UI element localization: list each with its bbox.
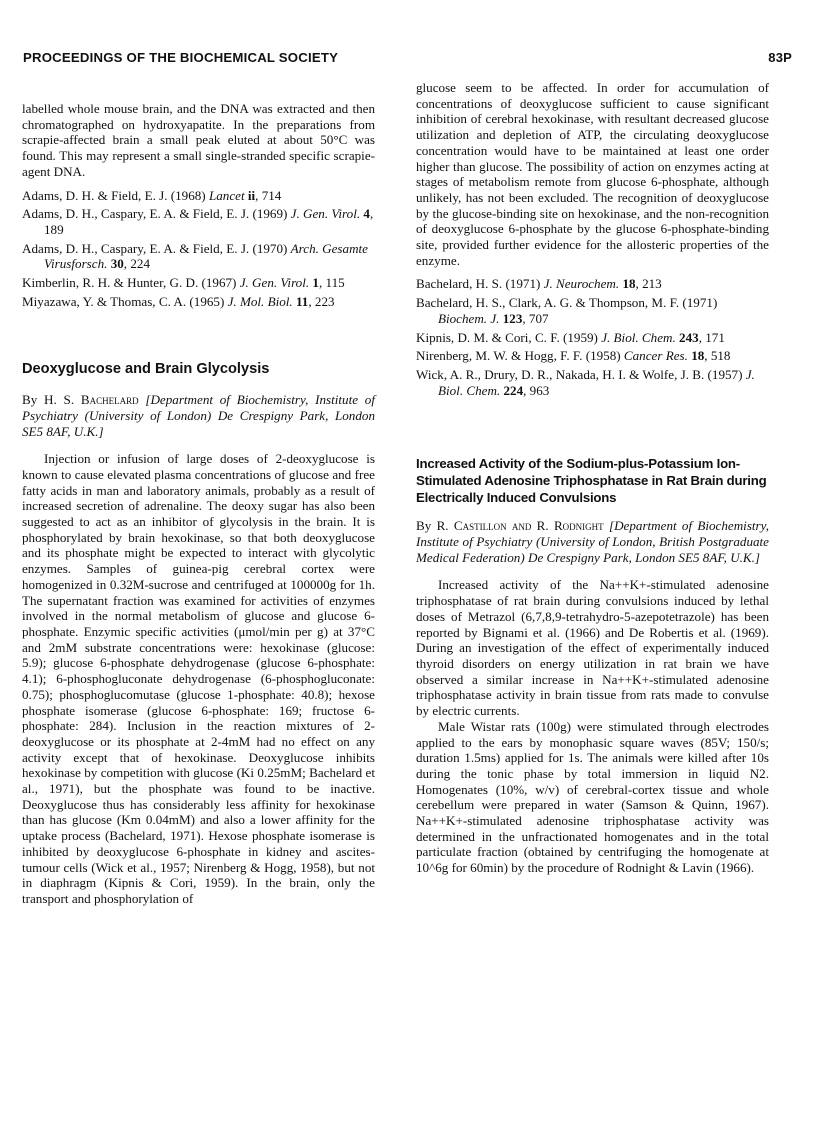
reference-item: Kipnis, D. M. & Cori, C. F. (1959) J. Biol. Chem. 243, 171 bbox=[416, 329, 725, 345]
page-number: 83P bbox=[768, 50, 792, 65]
affiliation: [Department of Biochemistry, Institute of Psychiatry (University of London) De Crespigny Park, London SE5 8AF, U.K.] bbox=[22, 392, 375, 439]
body-paragraph: Injection or infusion of large doses of 2-deoxyglucose is known to cause elevated plasma concentrations of glucose and free fatty acids in man and laboratory animals, probably as a result of increased secretion of adrenaline. The deoxy sugar has also been suggested to act as an inhibitor of glycolysis in the brain. It is phosphorylated by brain hexokinase, so that both deoxyglucose and its phosphate might be expected to interact with glycolytic enzymes. Samples of guinea-pig cerebral cortex were homogenized in 0.32M-sucrose and centrifuged at 100000g for 1h. The supernatant fraction was examined for activities of enzymes involved in the normal metabolism of glucose and glucose 6-phosphate. Enzymic specific activities (μmol/min per g) at 37°C and 2mM substrate concentrations were: hexokinase (glucose: 5.9); glucose 6-phosphate dehydrogenase (glucose 6-phosphate: 4.1); 6-phosphogluconate dehydrogenase (6-phosphogluconate: 0.75); phosphoglucomutase (glucose 1-phosphate: 40.8); hexose phosphate isomerase (glucose 6-phosphate: 169; fructose 6-phosphate: 284). Inclusion in the reaction mixtures of 2-deoxyglucose or its phosphate at 2-4mM had no effect on any activity except that of hexokinase. Deoxyglucose inhibits hexokinase by competition with glucose (Ki 0.25mM; Bachelard et al., 1971), but the phosphate was found to be inactive. Deoxyglucose thus has considerably less affinity for hexokinase than has glucose (Km 0.04mM) and also a lower affinity for the uptake process (Bachelard, 1971). Hexose phosphate isomerase is inhibited by deoxyglucose 6-phosphate in kidney and ascites-tumour cells (Wick et al., 1957; Nirenberg & Hogg, 1958), but not in diaphragm (Kipnis & Cori, 1959). In the brain, only the transport and phosphorylation of bbox=[22, 451, 375, 906]
byline: By R. Castillon and R. Rodnight [Department of Biochemistry, Institute of Psychiatry (University of London, British Postgraduate Medical Federation) De Crespigny Park, London SE5 8AF, U.K.] bbox=[416, 518, 770, 565]
author-names: R. Castillon and R. Rodnight bbox=[436, 518, 604, 534]
body-paragraph: Increased activity of the Na++K+-stimulated adenosine triphosphatase of rat brain during convulsions induced by lethal doses of Metrazol (6,7,8,9-tetrahydro-5-azepotetrazole) has been reported by Bignami et al. (1966) and De Robertis et al. (1969). During an investigation of the effect of experimentally induced thyroid disorders on energy utilization in rat brain we have observed a similar increase in Na++K+-stimulated adenosine triphosphatase activity in brain tissue from rats made to convulse by electric currents. bbox=[416, 577, 769, 719]
reference-item: Miyazawa, Y. & Thomas, C. A. (1965) J. Mol. Biol. 11, 223 bbox=[22, 293, 335, 309]
affiliation: [Department of Biochemistry, Institute of Psychiatry (University of London, British Postgraduate Medical Federation) De Crespigny Park, London SE5 8AF, U.K.] bbox=[416, 518, 770, 565]
continued-paragraph: glucose seem to be affected. In order for accumulation of concentrations of deoxyglucose sufficient to cause significant inhibition of cerebral hexokinase, with resultant decreased glucose utilization and depletion of ATP, the circulating deoxyglucose concentration would have to be maintained at least one order higher than glucose. The possibility of action on enzymes acting at stages of metabolism remote from glucose 6-phosphate, although unlikely, has not been excluded. The recognition of deoxyglucose by the glucose-binding site on hexokinase, and the non-recognition of deoxyglucose 6-phosphate by the glucose 6-phosphate-binding site, provided further evidence for the allosteric properties of the enzyme. bbox=[416, 80, 769, 268]
reference-list bbox=[416, 276, 769, 398]
article-title: Deoxyglucose and Brain Glycolysis bbox=[22, 361, 270, 378]
reference-item: Nirenberg, M. W. & Hogg, F. F. (1958) Cancer Res. 18, 518 bbox=[416, 348, 731, 364]
reference-item: Adams, D. H., Caspary, E. A. & Field, E. J. (1970) Arch. Gesamte Virusforsch. 30, 224 bbox=[22, 240, 368, 272]
article-title: Increased Activity of the Sodium-plus-Potassium Ion-Stimulated Adenosine Triphosphatase in Rat Brain during Electrically Induced Convulsions bbox=[416, 456, 767, 506]
right-column bbox=[416, 80, 769, 876]
reference-item: Adams, D. H. & Field, E. J. (1968) Lancet ii, 714 bbox=[22, 187, 282, 203]
reference-item: Bachelard, H. S., Clark, A. G. & Thompson, M. F. (1971) Biochem. J. 123, 707 bbox=[416, 295, 718, 326]
journal-title: PROCEEDINGS OF THE BIOCHEMICAL SOCIETY bbox=[23, 50, 339, 65]
author-name: H. S. Bachelard bbox=[44, 392, 139, 408]
reference-list bbox=[22, 188, 375, 310]
reference-item: Adams, D. H., Caspary, E. A. & Field, E. J. (1969) J. Gen. Virol. 4, 189 bbox=[22, 206, 374, 237]
running-header bbox=[23, 50, 792, 72]
byline: By H. S. Bachelard [Department of Biochemistry, Institute of Psychiatry (University of London) De Crespigny Park, London SE5 8AF, U.K.] bbox=[22, 392, 375, 439]
continued-paragraph: labelled whole mouse brain, and the DNA was extracted and then chromatographed on hydroxyapatite. In the preparations from scrapie-affected brain a small peak eluted at about 50°C was found. This may represent a small single-stranded specific scrapie-agent DNA. bbox=[22, 101, 375, 179]
left-column bbox=[22, 101, 375, 907]
reference-item: Wick, A. R., Drury, D. R., Nakada, H. I. & Wolfe, J. B. (1957) J. Biol. Chem. 224, 963 bbox=[416, 366, 755, 398]
body-paragraph: Male Wistar rats (100g) were stimulated through electrodes applied to the ears by monophasic square waves (85V; 150/s; duration 1.5ms) applied for 1s. The animals were killed after 10s during the tonic phase by total immersion in liquid N2. Homogenates (10%, w/v) of cerebral-cortex tissue and whole cerebellum were prepared in water (Samson & Quinn, 1967). Na++K+-stimulated adenosine triphosphatase activity was determined in the unfractionated homogenates and in the total particulate fraction (obtained by centrifuging the homogenate at 10^6g for 60min) by the procedure of Rodnight & Lavin (1966). bbox=[416, 718, 769, 876]
reference-item: Kimberlin, R. H. & Hunter, G. D. (1967) J. Gen. Virol. 1, 115 bbox=[22, 275, 345, 291]
reference-item: Bachelard, H. S. (1971) J. Neurochem. 18, 213 bbox=[416, 276, 662, 292]
